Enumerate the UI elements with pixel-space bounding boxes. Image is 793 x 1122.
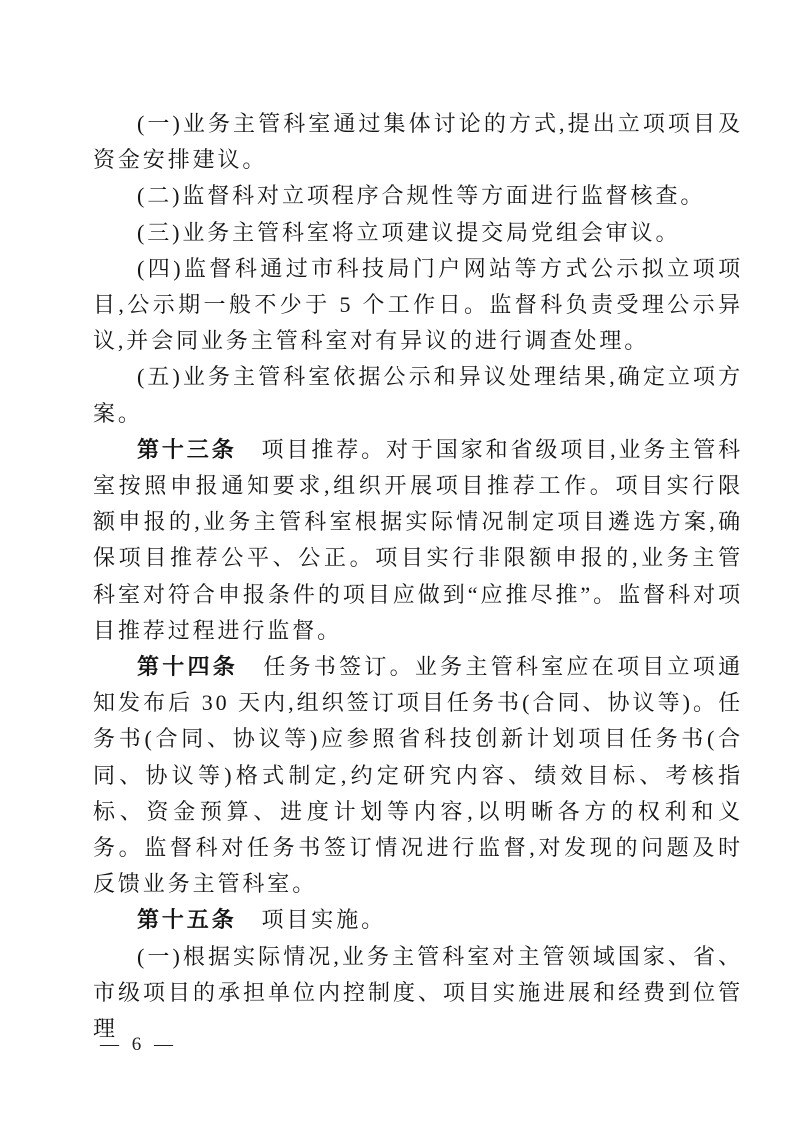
clause-item-3 [93,215,743,251]
paragraph-text: 项目实施。 [236,907,387,933]
paragraph-text: (五)业务主管科室依据公示和异议处理结果,确定立项方案。 [93,364,743,426]
document-body [93,106,743,1047]
article-number: 第十五条 [137,907,237,933]
page-number: — 6 — [100,1034,177,1055]
paragraph-text: (三)业务主管科室将立项建议提交局党组会审议。 [137,219,681,245]
clause-item-2 [93,178,743,214]
article-13 [93,432,743,649]
paragraph-text: (一)根据实际情况,业务主管科室对主管领域国家、省、市级项目的承担单位内控制度、项目实施进展和经费到位管理 [93,943,743,1042]
paragraph-text: 项目推荐。对于国家和省级项目,业务主管科室按照申报通知要求,组织开展项目推荐工作。项目实行限额申报的,业务主管科室根据实际情况制定项目遴选方案,确保项目推荐公平、公正。项目实行非限额申报的,业务主管科室对符合申报条件的项目应做到“应推尽推”。监督科对项目推荐过程进行监督。 [93,436,744,643]
article-14 [93,649,743,902]
clause-item-6 [93,939,743,1048]
clause-item-5 [93,359,743,431]
article-15 [93,902,743,938]
paragraph-text: (一)业务主管科室通过集体讨论的方式,提出立项项目及资金安排建议。 [93,111,743,173]
clause-item-4 [93,251,743,360]
paragraph-text: 任务书签订。业务主管科室应在项目立项通知发布后 30 天内,组织签订项目任务书(合同、协议等)。任务书(合同、协议等)应参照省科技创新计划项目任务书(合同、协议等)格式制定,约定研究内容、绩效目标、考核指标、资金预算、进度计划等内容,以明晰各方的权利和义务。监督科对任务书签订情况进行监督,对发现的问题及时反馈业务主管科室。 [93,654,743,897]
article-number: 第十三条 [137,436,237,462]
paragraph-text: (二)监督科对立项程序合规性等方面进行监督核查。 [137,183,706,209]
paragraph-text: (四)监督科通过市科技局门户网站等方式公示拟立项项目,公示期一般不少于 5 个工作日。监督科负责受理公示异议,并会同业务主管科室对有异议的进行调查处理。 [93,255,743,354]
clause-item-1 [93,106,743,178]
article-number: 第十四条 [137,654,239,680]
